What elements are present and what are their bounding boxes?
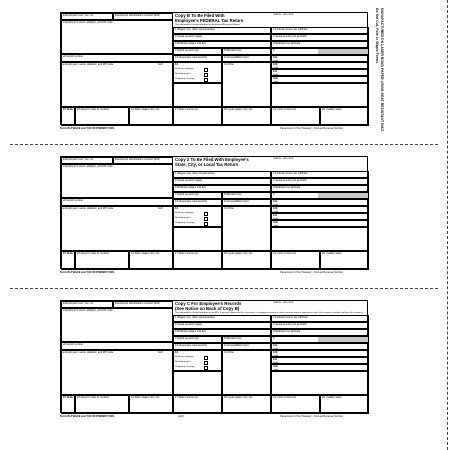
box-6-medicare-tax[interactable] [271, 185, 369, 192]
box-14-other[interactable] [222, 62, 271, 107]
box-c-employer-name[interactable] [61, 20, 173, 54]
box-19-local-tax[interactable] [271, 395, 320, 414]
code-label: Code [273, 354, 279, 357]
form-code: LW-P [178, 415, 185, 418]
box-13 [173, 350, 222, 371]
box-3-ss-wages[interactable] [173, 322, 271, 329]
side-margin-text [372, 8, 432, 188]
box-4-label: 4 Social security tax withheld [273, 322, 307, 326]
box-6-medicare-tax[interactable] [271, 329, 369, 336]
box-2-federal-tax[interactable] [271, 315, 369, 322]
suffix-label: Suff. [158, 62, 164, 66]
box-11-label: 11 Nonqualified plans [224, 199, 249, 203]
box-16-label: 16 State wages, tips, etc. [131, 251, 160, 255]
box-12a-label: 12a [273, 199, 278, 203]
box-19-label: 19 Local income tax [273, 107, 297, 111]
box-12c[interactable] [271, 354, 369, 364]
box-14-other[interactable] [222, 350, 271, 395]
code-label: Code [273, 73, 279, 76]
box-d-label: d Control number [63, 342, 84, 346]
box-c-employer-name[interactable] [61, 308, 173, 342]
box-b-ein[interactable] [113, 13, 173, 20]
box-12a-label: 12a [273, 55, 278, 59]
box-12d-label: 12d [273, 220, 278, 224]
omb-number: OMB No. 1545-0008 [273, 14, 294, 16]
box-9 [271, 48, 369, 55]
box-19-label: 19 Local income tax [273, 251, 297, 255]
box-8-label: 8 Allocated tips [224, 192, 242, 196]
box-13-label: 13 [175, 350, 178, 354]
box-15-state[interactable] [61, 395, 75, 414]
box-10-dependent-care[interactable] [173, 55, 222, 62]
omb-number: OMB No. 1545-0008 [273, 158, 294, 160]
box-5-medicare-wages[interactable] [173, 329, 271, 336]
thirdparty-checkbox[interactable] [204, 78, 208, 82]
box-e-label: e Employee's name, address, and ZIP code [63, 206, 114, 210]
box-12c-label: 12c [273, 69, 278, 73]
box-15-state-id[interactable] [75, 395, 129, 414]
box-8-allocated-tips[interactable] [222, 192, 271, 199]
box-a-label: a Employee's soc. sec. no. [63, 157, 94, 161]
box-a-label: a Employee's soc. sec. no. [63, 13, 94, 17]
retirement-label: Retirement plan [175, 361, 191, 363]
box-9-label: 9 [273, 192, 275, 196]
box-11-nonqualified[interactable] [222, 343, 271, 350]
box-13-blank [173, 83, 222, 107]
box-13-blank [173, 227, 222, 251]
box-15-label: 15 State [63, 395, 73, 399]
copy-note: This information is being furnished to the IRS. If you are required to file a tax return, a negligence penalty or other sanction may be imposed on you if this income is taxable and you fail to report it. [175, 312, 364, 314]
box-18-local-wages[interactable] [222, 395, 271, 414]
box-2-federal-tax[interactable] [271, 171, 369, 178]
box-19-label: 19 Local income tax [273, 395, 297, 399]
box-b-label: b Employer identification number (EIN) [115, 157, 160, 161]
box-3-ss-wages[interactable] [173, 178, 271, 185]
box-a-label: a Employee's soc. sec. no. [63, 301, 94, 305]
box-14-other[interactable] [222, 206, 271, 251]
perforation-line [10, 288, 438, 289]
perforation-line [10, 144, 438, 145]
box-12a[interactable] [271, 343, 369, 350]
retirement-label: Retirement plan [175, 73, 191, 75]
box-17-state-tax[interactable] [173, 395, 222, 414]
omb-number: OMB No. 1545-0008 [273, 302, 294, 304]
box-10-label: 10 Dependent care benefits [175, 199, 207, 203]
box-12a[interactable] [271, 199, 369, 206]
statutory-label: Statutory employee [175, 356, 194, 358]
w2-copy-2 [60, 156, 368, 269]
copy-title-line1: Copy C For Employee's Records [175, 301, 242, 306]
box-13-label: 13 [175, 206, 178, 210]
box-3-label: 3 Social security wages [175, 322, 203, 326]
box-17-state-tax[interactable] [173, 107, 222, 126]
code-label: Code [273, 217, 279, 220]
box-d-control-number[interactable] [61, 54, 173, 62]
code-label: Code [273, 210, 279, 213]
box-1-wages[interactable] [173, 315, 271, 322]
retirement-label: Retirement plan [175, 217, 191, 219]
form-dept: Department of the Treasury - Internal Revenue Service [280, 127, 344, 130]
copy-title-line1: Copy 2 To Be Filed With Employee's [175, 157, 249, 162]
box-20-locality[interactable] [320, 395, 369, 414]
box-d-label: d Control number [63, 54, 84, 58]
box-12c-label: 12c [273, 357, 278, 361]
box-12b[interactable] [271, 59, 369, 69]
code-label: Code [273, 80, 279, 83]
box-20-label: 20 Locality name [322, 251, 342, 255]
box-d-control-number[interactable] [61, 198, 173, 206]
code-label: Code [273, 368, 279, 371]
box-17-label: 17 State income tax [175, 107, 198, 111]
box-10-label: 10 Dependent care benefits [175, 55, 207, 59]
statutory-checkbox[interactable] [204, 212, 208, 216]
box-20-label: 20 Locality name [322, 107, 342, 111]
box-15-label: 15 State [63, 107, 73, 111]
box-d-label: d Control number [63, 198, 84, 202]
box-e-employee-name[interactable] [61, 350, 173, 395]
box-16-state-wages[interactable] [129, 395, 173, 414]
copy-title-line2: Employee's FEDERAL Tax Return [175, 17, 244, 23]
thirdparty-checkbox[interactable] [204, 222, 208, 226]
box-e-label: e Employee's name, address, and ZIP code [63, 350, 114, 354]
box-a-employee-ssn[interactable] [61, 13, 113, 20]
box-c-label: c Employer's name, address, and ZIP code [63, 164, 113, 168]
box-12d-label: 12d [273, 364, 278, 368]
box-16-label: 16 State wages, tips, etc. [131, 107, 160, 111]
box-16-label: 16 State wages, tips, etc. [131, 395, 160, 399]
box-7-label: 7 Social security tips [175, 48, 199, 52]
box-20-label: 20 Locality name [322, 395, 342, 399]
statutory-label: Statutory employee [175, 212, 194, 214]
box-17-state-tax[interactable] [173, 251, 222, 270]
box-4-ss-tax[interactable] [271, 322, 369, 329]
suffix-label: Suff. [158, 206, 164, 210]
box-13-blank [173, 371, 222, 395]
box-1-wages[interactable] [173, 27, 271, 34]
box-12a[interactable] [271, 55, 369, 62]
box-5-label: 5 Medicare wages and tips [175, 185, 206, 189]
box-12-blank [271, 80, 369, 107]
box-e-label: e Employee's name, address, and ZIP code [63, 62, 114, 66]
box-12d-label: 12d [273, 76, 278, 80]
box-13-label: 13 [175, 62, 178, 66]
box-1-wages[interactable] [173, 171, 271, 178]
box-a-employee-ssn[interactable] [61, 157, 113, 164]
box-1-label: 1 Wages, tips, other compensation [175, 315, 215, 319]
box-12d[interactable] [271, 217, 369, 227]
box-7-label: 7 Social security tips [175, 192, 199, 196]
box-1-label: 1 Wages, tips, other compensation [175, 171, 215, 175]
box-4-label: 4 Social security tax withheld [273, 178, 307, 182]
form-dept: Department of the Treasury - Internal Revenue Service [280, 415, 344, 418]
thirdparty-label: Third-party sick pay [175, 366, 195, 368]
box-16-state-wages[interactable] [129, 107, 173, 126]
box-15-state-id[interactable] [75, 107, 129, 126]
box-6-medicare-tax[interactable] [271, 41, 369, 48]
box-3-label: 3 Social security wages [175, 178, 203, 182]
code-label: Code [273, 224, 279, 227]
box-c-employer-name[interactable] [61, 164, 173, 198]
retirement-checkbox[interactable] [204, 73, 208, 77]
manufacturer-note: MANUFACTURED ON LASER BOND PAPER USING HEAT RESISTANT INKS [380, 8, 384, 132]
box-14-label: 14 Other [224, 62, 235, 66]
box-b-ein[interactable] [113, 157, 173, 164]
box-12-blank [271, 224, 369, 251]
box-2-label: 2 Federal income tax withheld [273, 315, 308, 319]
box-15-state[interactable] [61, 107, 75, 126]
box-c-label: c Employer's name, address, and ZIP code [63, 20, 113, 24]
box-5-label: 5 Medicare wages and tips [175, 329, 206, 333]
box-9-label: 9 [273, 336, 275, 340]
form-dept: Department of the Treasury - Internal Revenue Service [280, 271, 344, 274]
box-15-state[interactable] [61, 251, 75, 270]
w2-copy-c [60, 300, 368, 413]
handling-note: Do Not Cut, Fold or Staple Forms [375, 8, 379, 64]
thirdparty-label: Third-party sick pay [175, 78, 195, 80]
box-e-employee-name[interactable] [61, 206, 173, 251]
copy-title-area [173, 157, 369, 171]
box-10-dependent-care[interactable] [173, 343, 222, 350]
box-20-locality[interactable] [320, 107, 369, 126]
box-8-allocated-tips[interactable] [222, 48, 271, 55]
code-label: Code [273, 361, 279, 364]
box-15-label: 15 State [63, 251, 73, 255]
box-14-label: 14 Other [224, 350, 235, 354]
code-label: Code [273, 59, 279, 62]
box-18-label: 18 Local wages, tips, etc. [224, 395, 254, 399]
copy-title-line1: Copy B To Be Filed With [175, 13, 225, 18]
box-10-label: 10 Dependent care benefits [175, 343, 207, 347]
box-8-allocated-tips[interactable] [222, 336, 271, 343]
box-3-ss-wages[interactable] [173, 34, 271, 41]
box-c-label: c Employer's name, address, and ZIP code [63, 308, 113, 312]
box-d-control-number[interactable] [61, 342, 173, 350]
box-10-dependent-care[interactable] [173, 199, 222, 206]
box-12b-label: 12b [273, 62, 278, 66]
box-7-ss-tips[interactable] [173, 48, 222, 55]
box-7-label: 7 Social security tips [175, 336, 199, 340]
box-12d[interactable] [271, 361, 369, 371]
box-14-label: 14 Other [224, 206, 235, 210]
statutory-checkbox[interactable] [204, 68, 208, 72]
box-5-medicare-wages[interactable] [173, 41, 271, 48]
box-6-label: 6 Medicare tax withheld [273, 185, 301, 189]
box-9 [271, 192, 369, 199]
box-6-label: 6 Medicare tax withheld [273, 41, 301, 45]
box-9-label: 9 [273, 48, 275, 52]
box-8-label: 8 Allocated tips [224, 336, 242, 340]
box-17-label: 17 State income tax [175, 395, 198, 399]
box-18-local-wages[interactable] [222, 107, 271, 126]
box-2-label: 2 Federal income tax withheld [273, 27, 308, 31]
copy-title-area [173, 301, 369, 315]
box-12c[interactable] [271, 66, 369, 76]
state-id-label: Employer's state ID number [77, 107, 109, 111]
box-12b[interactable] [271, 347, 369, 357]
box-4-ss-tax[interactable] [271, 34, 369, 41]
box-8-label: 8 Allocated tips [224, 48, 242, 52]
box-16-state-wages[interactable] [129, 251, 173, 270]
box-7-ss-tips[interactable] [173, 336, 222, 343]
statutory-checkbox[interactable] [204, 356, 208, 360]
thirdparty-label: Third-party sick pay [175, 222, 195, 224]
box-18-label: 18 Local wages, tips, etc. [224, 251, 254, 255]
code-label: Code [273, 66, 279, 69]
box-12d[interactable] [271, 73, 369, 83]
box-12a-label: 12a [273, 343, 278, 347]
box-4-label: 4 Social security tax withheld [273, 34, 307, 38]
form-footer: Form W-2 WAGE and TAX STATEMENT 2021 [60, 415, 115, 418]
box-11-nonqualified[interactable] [222, 55, 271, 62]
box-19-local-tax[interactable] [271, 107, 320, 126]
box-12b-label: 12b [273, 350, 278, 354]
box-5-medicare-wages[interactable] [173, 185, 271, 192]
box-12b[interactable] [271, 203, 369, 213]
box-b-ein[interactable] [113, 301, 173, 308]
box-a-employee-ssn[interactable] [61, 301, 113, 308]
thirdparty-checkbox[interactable] [204, 366, 208, 370]
box-11-nonqualified[interactable] [222, 199, 271, 206]
box-19-local-tax[interactable] [271, 251, 320, 270]
copy-title-line2: (See Notice on Back of Copy B) [175, 305, 240, 311]
box-1-label: 1 Wages, tips, other compensation [175, 27, 215, 31]
box-3-label: 3 Social security wages [175, 34, 203, 38]
statutory-label: Statutory employee [175, 68, 194, 70]
box-13 [173, 62, 222, 83]
box-2-label: 2 Federal income tax withheld [273, 171, 308, 175]
box-13 [173, 206, 222, 227]
code-label: Code [273, 203, 279, 206]
vertical-perforation [447, 0, 448, 450]
box-18-local-wages[interactable] [222, 251, 271, 270]
box-b-label: b Employer identification number (EIN) [115, 301, 160, 305]
box-12b-label: 12b [273, 206, 278, 210]
box-b-label: b Employer identification number (EIN) [115, 13, 160, 17]
box-7-ss-tips[interactable] [173, 192, 222, 199]
copy-title-area [173, 13, 369, 27]
form-footer: Form W-2 WAGE and TAX STATEMENT 2021 [60, 271, 115, 274]
box-18-label: 18 Local wages, tips, etc. [224, 107, 254, 111]
box-11-label: 11 Nonqualified plans [224, 343, 249, 347]
copy-note: This information is being furnished to the Internal Revenue Service. [175, 24, 241, 26]
suffix-label: Suff. [158, 350, 164, 354]
retirement-checkbox[interactable] [204, 361, 208, 365]
box-e-employee-name[interactable] [61, 62, 173, 107]
box-12c-label: 12c [273, 213, 278, 217]
box-2-federal-tax[interactable] [271, 27, 369, 34]
box-4-ss-tax[interactable] [271, 178, 369, 185]
box-17-label: 17 State income tax [175, 251, 198, 255]
box-6-label: 6 Medicare tax withheld [273, 329, 301, 333]
retirement-checkbox[interactable] [204, 217, 208, 221]
state-id-label: Employer's state ID number [77, 251, 109, 255]
w2-copy-b [60, 12, 368, 125]
box-20-locality[interactable] [320, 251, 369, 270]
state-id-label: Employer's state ID number [77, 395, 109, 399]
box-5-label: 5 Medicare wages and tips [175, 41, 206, 45]
code-label: Code [273, 347, 279, 350]
box-12-blank [271, 368, 369, 395]
form-footer: Form W-2 WAGE and TAX STATEMENT 2021 [60, 127, 115, 130]
box-9 [271, 336, 369, 343]
box-12c[interactable] [271, 210, 369, 220]
copy-title-line2: State, City, or Local Tax Return [175, 161, 239, 167]
box-15-state-id[interactable] [75, 251, 129, 270]
box-11-label: 11 Nonqualified plans [224, 55, 249, 59]
